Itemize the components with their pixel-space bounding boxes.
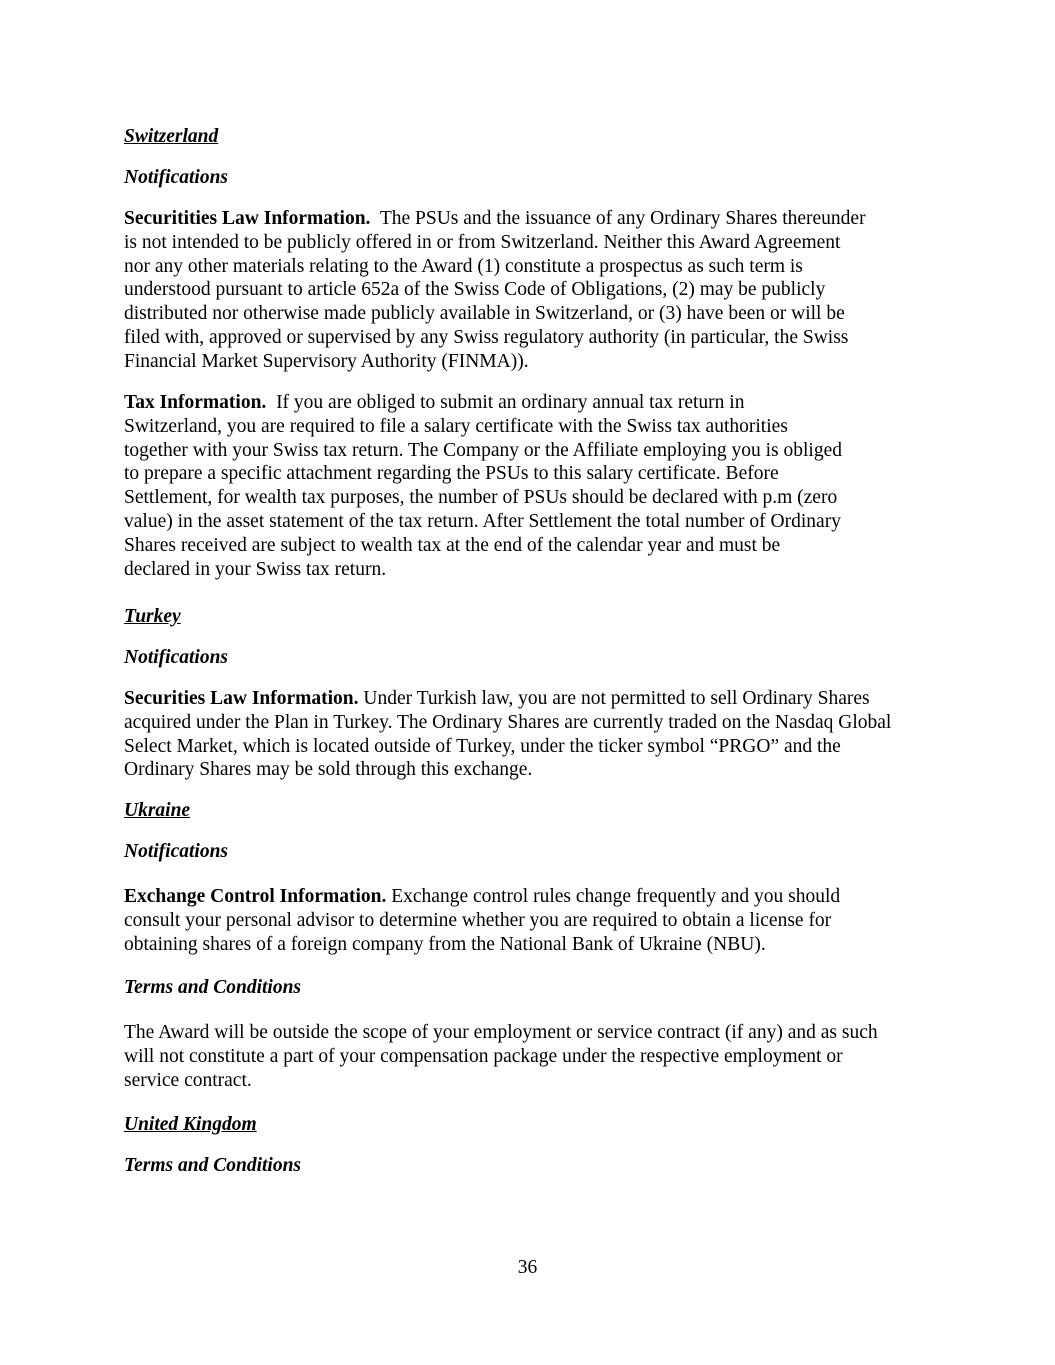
text-line: to prepare a specific attachment regarding the PSUs to this salary certificate. Before — [124, 463, 779, 485]
text-line: Shares received are subject to wealth tax at the end of the calendar year and must be — [124, 534, 781, 556]
text-line: Ordinary Shares may be sold through this exchange. — [124, 759, 533, 781]
text-line: Switzerland, you are required to file a salary certificate with the Swiss tax authorities — [124, 415, 788, 437]
text-line: is not intended to be publicly offered in or from Switzerland. Neither this Award Agreement — [124, 231, 841, 253]
text-line: value) in the asset statement of the tax return. After Settlement the total number of Ordinary — [124, 510, 841, 532]
text-line: distributed nor otherwise made publicly available in Switzerland, or (3) have been or will be — [124, 303, 845, 325]
country-heading-switzerland: Switzerland — [124, 126, 219, 147]
text-line: service contract. — [124, 1069, 252, 1091]
text-line: will not constitute a part of your compensation package under the respective employment or — [124, 1045, 843, 1067]
text-line: understood pursuant to article 652a of the Swiss Code of Obligations, (2) may be publicly — [124, 279, 826, 301]
paragraph-terms-ukraine — [124, 1021, 954, 1092]
text-line: The PSUs and the issuance of any Ordinary Shares thereunder — [379, 208, 866, 229]
subheading-notifications: Notifications — [124, 167, 229, 188]
subheading-notifications: Notifications — [124, 841, 229, 862]
paragraph-lead: Securities Law Information. — [124, 688, 359, 709]
text-line: Under Turkish law, you are not permitted to sell Ordinary Shares — [363, 688, 870, 709]
paragraph-exchange-control — [124, 885, 954, 956]
subheading-terms-and-conditions: Terms and Conditions — [124, 1155, 302, 1176]
text-line: If you are obliged to submit an ordinary annual tax return in — [276, 392, 745, 413]
text-line: acquired under the Plan in Turkey. The Ordinary Shares are currently traded on the Nasdaq Global — [124, 711, 892, 733]
country-heading-turkey: Turkey — [124, 606, 181, 627]
paragraph-tax-information — [124, 391, 954, 581]
country-heading-ukraine: Ukraine — [124, 800, 191, 821]
text-line: declared in your Swiss tax return. — [124, 558, 387, 580]
paragraph-securities-law-turkey — [124, 687, 954, 782]
text-line: together with your Swiss tax return. The Company or the Affiliate employing you is obliged — [124, 439, 842, 461]
text-line: nor any other materials relating to the Award (1) constitute a prospectus as such term is — [124, 255, 803, 277]
paragraph-lead: Exchange Control Information. — [124, 886, 387, 907]
text-line: Select Market, which is located outside of Turkey, under the ticker symbol “PRGO” and the — [124, 735, 841, 757]
text-line: Financial Market Supervisory Authority (FINMA)). — [124, 350, 529, 372]
text-line: The Award will be outside the scope of your employment or service contract (if any) and as such — [124, 1022, 878, 1043]
text-line: consult your personal advisor to determine whether you are required to obtain a license for — [124, 909, 832, 931]
paragraph-lead: Securitities Law Information. — [124, 208, 371, 229]
subheading-notifications: Notifications — [124, 647, 229, 668]
text-line: obtaining shares of a foreign company from the National Bank of Ukraine (NBU). — [124, 933, 766, 955]
text-line: Settlement, for wealth tax purposes, the number of PSUs should be declared with p.m (zero — [124, 487, 838, 509]
paragraph-securities-law-switzerland — [124, 207, 954, 374]
country-heading-united-kingdom: United Kingdom — [124, 1114, 257, 1135]
text-line: filed with, approved or supervised by any Swiss regulatory authority (in particular, the Swiss — [124, 326, 849, 348]
text-line: Exchange control rules change frequently and you should — [391, 886, 841, 907]
subheading-terms-and-conditions: Terms and Conditions — [124, 977, 302, 998]
page-number: 36 — [517, 1257, 538, 1278]
paragraph-lead: Tax Information. — [124, 392, 267, 413]
